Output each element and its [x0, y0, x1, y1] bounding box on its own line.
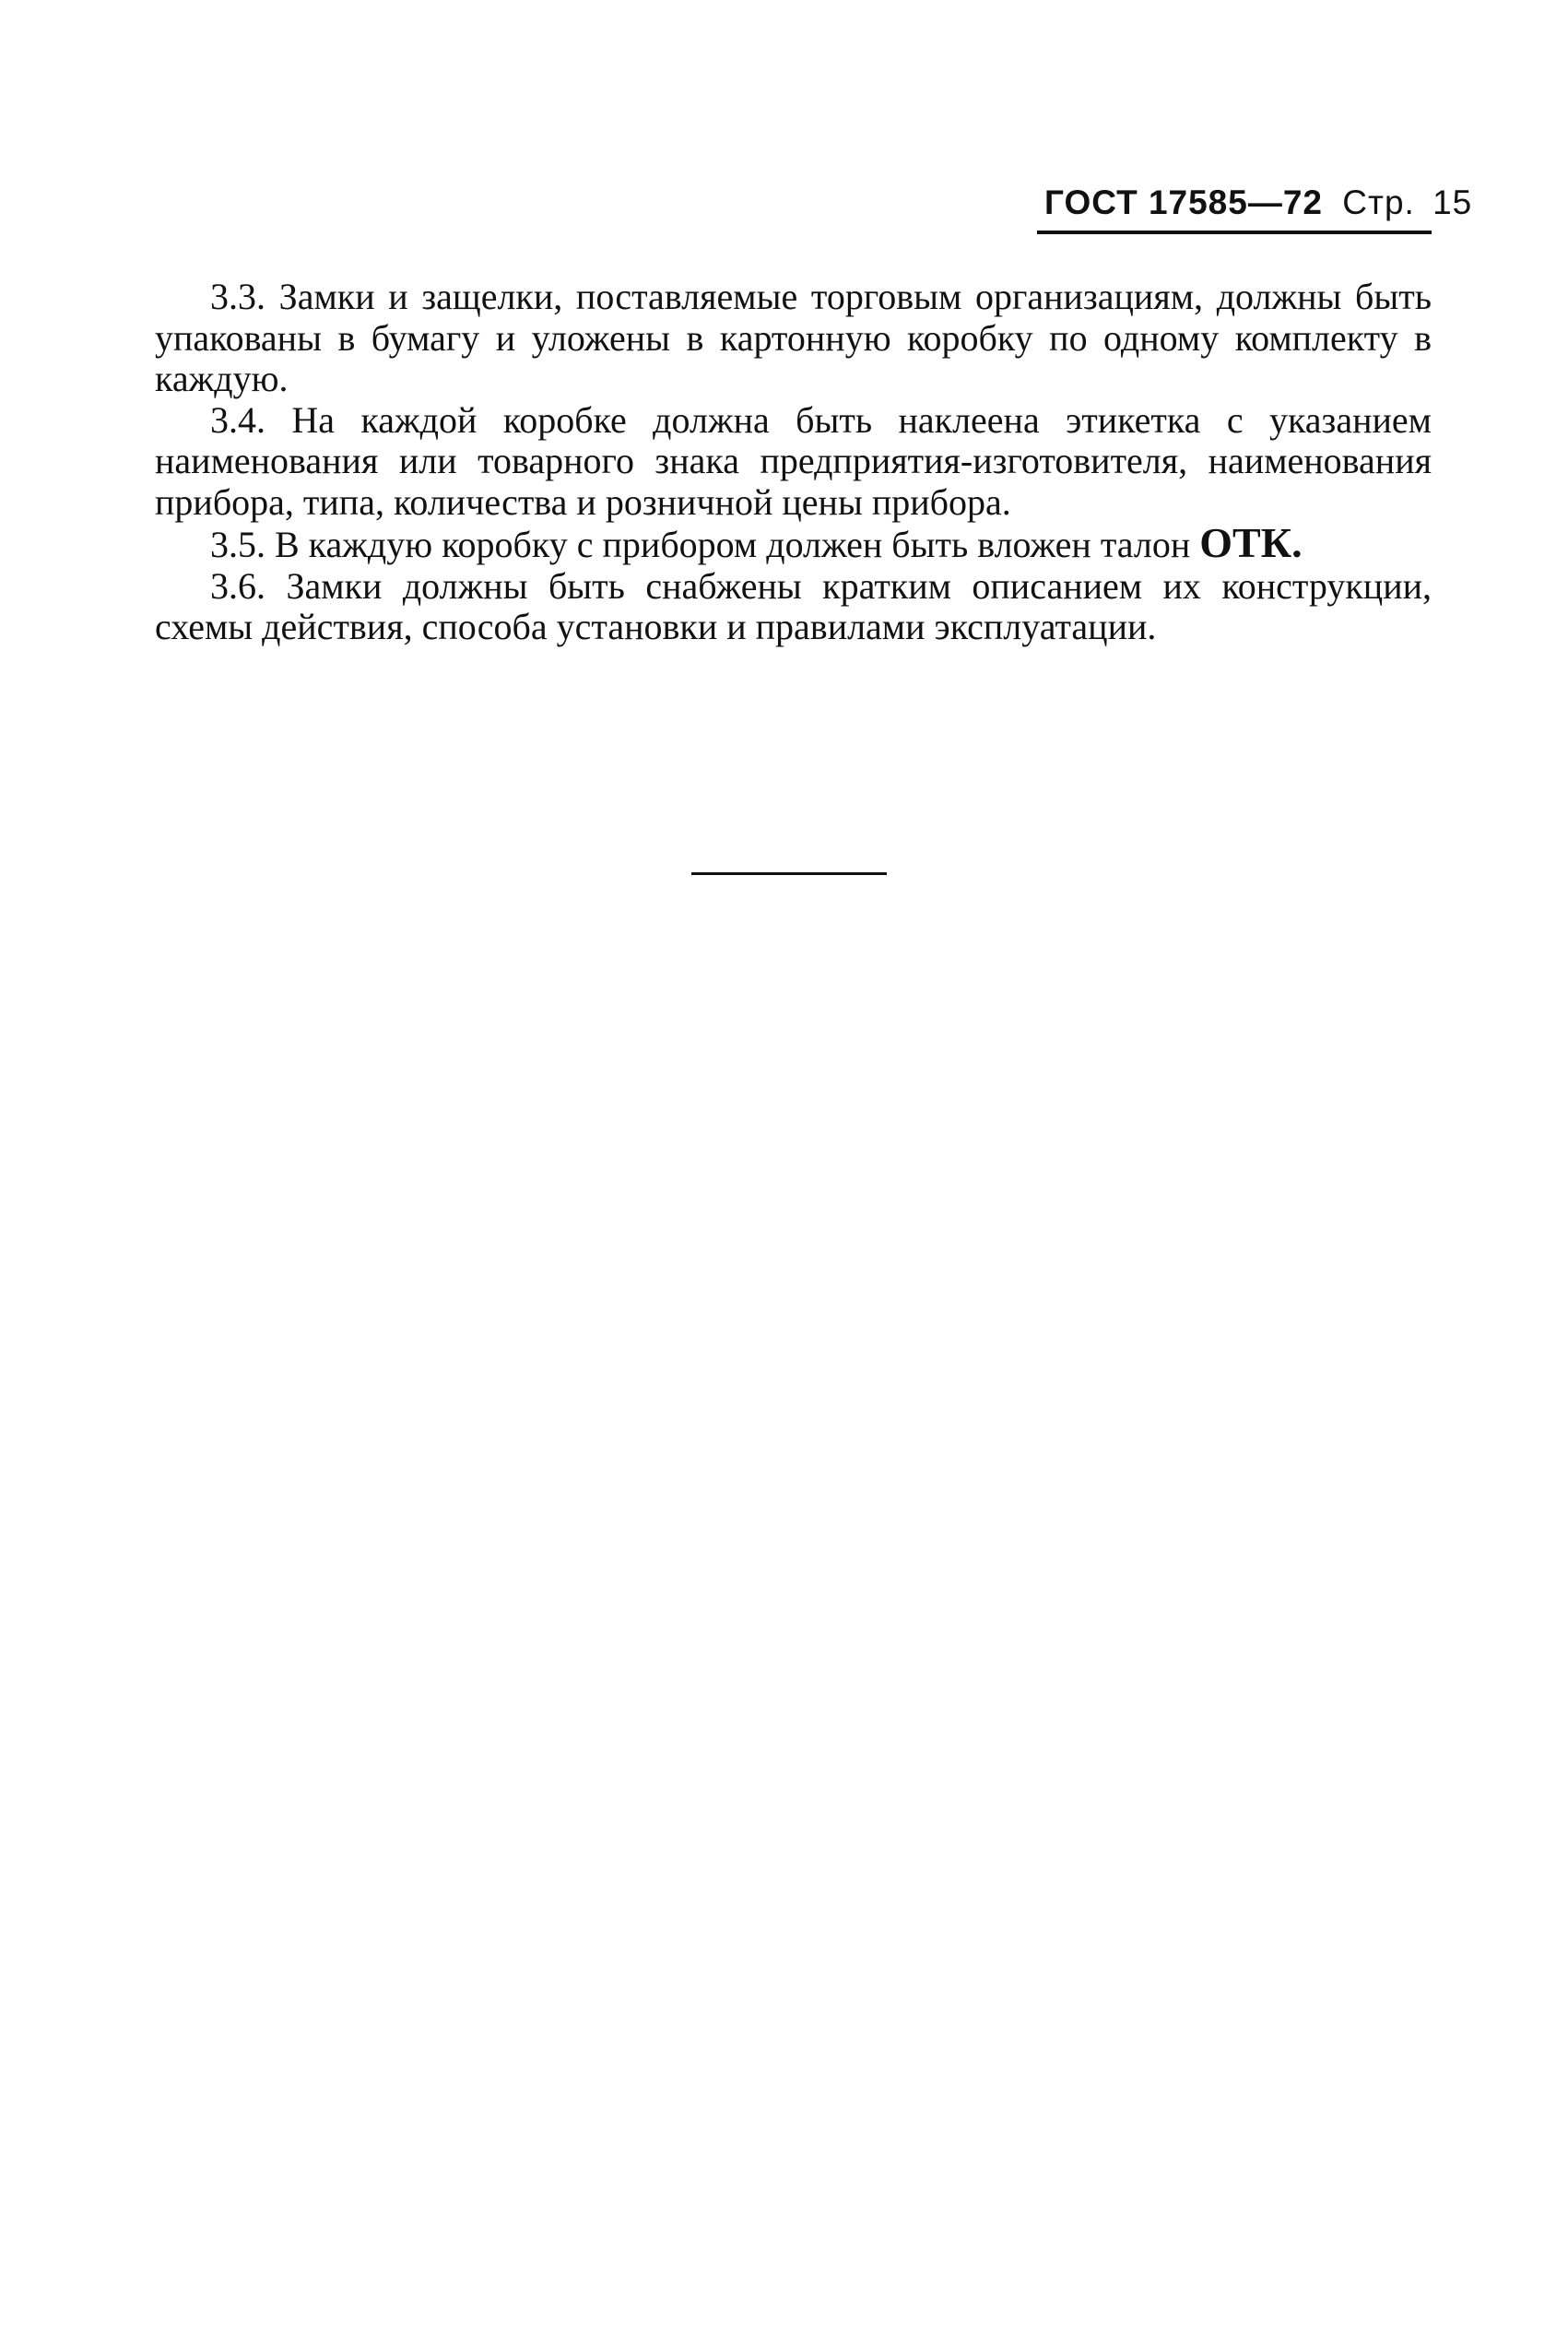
paragraph-text: В каждую коробку с прибором должен быть вложен талон — [275, 524, 1191, 565]
document-body — [155, 277, 1432, 648]
page-number: 15 — [1432, 183, 1473, 221]
paragraph-text: На каждой коробке должна быть наклеена этикетка с указанием наименования или товарного знака предприятия-изготовителя, наименования прибора, типа, количества и розничной цены прибора. — [155, 398, 1432, 523]
end-rule — [691, 872, 887, 875]
paragraph-3-3 — [155, 277, 1432, 400]
paragraph-number: 3.4. — [210, 398, 265, 441]
paragraph-tail: ОТК. — [1199, 519, 1303, 566]
standard-number: ГОСТ 17585—72 — [1044, 183, 1323, 221]
paragraph-3-4 — [155, 400, 1432, 524]
page-label: Стр. — [1342, 183, 1415, 221]
paragraph-3-5 — [155, 519, 1432, 566]
paragraph-number: 3.6. — [210, 564, 265, 607]
paragraph-text: Замки и защелки, поставляемые торговым организациям, должны быть упакованы в бумагу и уложены в картонную коробку по одному комплекту в каждую. — [155, 276, 1432, 399]
paragraph-text: Замки должны быть снабжены кратким описанием их конструкции, схемы действия, способа установки и правилами эксплуатации. — [155, 564, 1432, 647]
page-header — [1044, 181, 1473, 225]
paragraph-number: 3.5. — [210, 524, 265, 565]
header-rule — [1037, 231, 1432, 234]
paragraph-3-6 — [155, 566, 1432, 648]
paragraph-number: 3.3. — [210, 276, 265, 317]
